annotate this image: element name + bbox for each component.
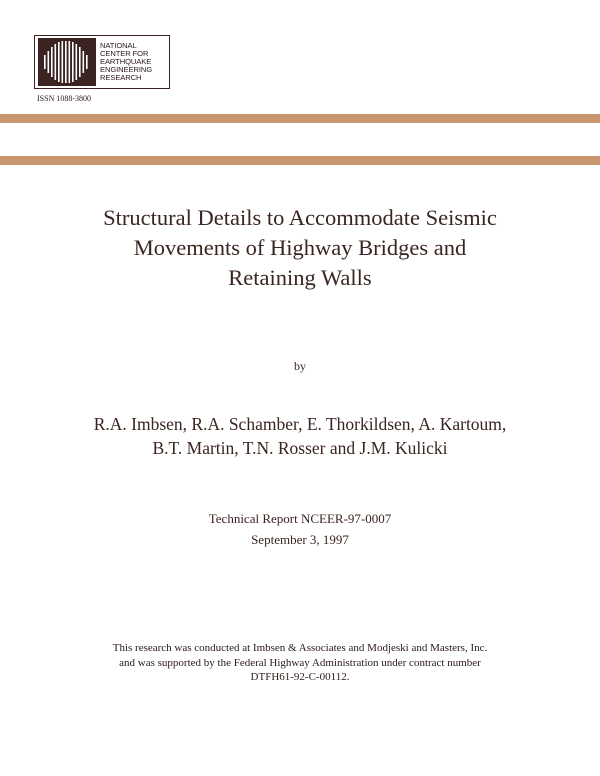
report-number: Technical Report NCEER-97-0007 <box>208 511 392 526</box>
logo-line: ENGINEERING <box>100 65 153 74</box>
report-info <box>0 508 600 550</box>
title-line: Structural Details to Accommodate Seismic <box>103 205 497 230</box>
logo-line: RESEARCH <box>100 73 142 82</box>
title-line: Movements of Highway Bridges and <box>133 235 467 260</box>
seismograph-logo-icon <box>38 38 96 86</box>
author-list <box>0 412 600 460</box>
issn-number: ISSN 1088-3800 <box>37 94 92 103</box>
report-title <box>0 203 600 293</box>
title-line: Retaining Walls <box>228 265 372 290</box>
funding-statement <box>0 641 600 685</box>
by-label: by <box>294 359 306 373</box>
funding-line: DTFH61-92-C-00112. <box>250 671 350 683</box>
logo-wordmark <box>100 42 152 82</box>
author-line: B.T. Martin, T.N. Rosser and J.M. Kulicki <box>152 438 448 458</box>
nceer-logo <box>34 35 170 89</box>
logo-line: CENTER FOR <box>100 49 149 58</box>
decorative-band-top <box>0 114 600 123</box>
funding-line: This research was conducted at Imbsen & Associates and Modjeski and Masters, Inc. <box>112 642 488 654</box>
author-line: R.A. Imbsen, R.A. Schamber, E. Thorkildsen, A. Kartoum, <box>93 414 507 434</box>
decorative-band-bottom <box>0 156 600 165</box>
logo-line: NATIONAL <box>100 41 137 50</box>
report-date: September 3, 1997 <box>251 532 349 547</box>
funding-line: and was supported by the Federal Highway Administration under contract number <box>119 656 481 669</box>
logo-line: EARTHQUAKE <box>100 57 152 66</box>
